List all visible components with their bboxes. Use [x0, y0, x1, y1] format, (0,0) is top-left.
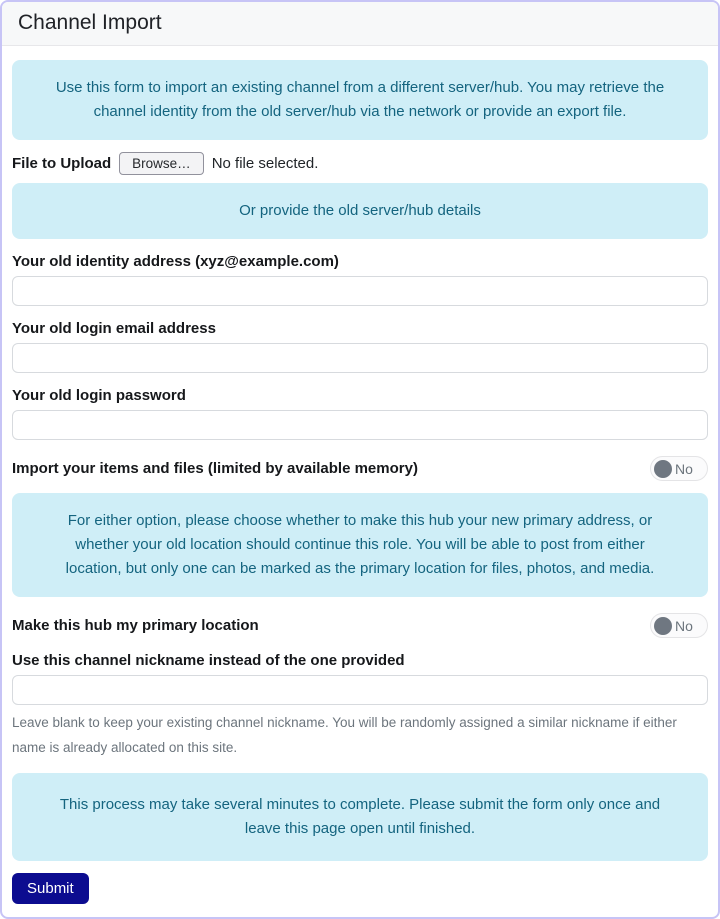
- identity-address-label: Your old identity address (xyz@example.com): [12, 253, 339, 270]
- file-upload-label: File to Upload: [12, 155, 112, 172]
- toggle-knob-icon: [654, 617, 672, 635]
- toggle-knob-icon: [654, 460, 672, 478]
- browse-button[interactable]: Browse…: [119, 152, 204, 175]
- make-primary-row: [12, 613, 708, 638]
- or-details-alert: Or provide the old server/hub details: [12, 183, 708, 239]
- make-primary-toggle[interactable]: [650, 613, 708, 638]
- make-primary-toggle-state: No: [675, 617, 693, 634]
- nickname-field[interactable]: [12, 675, 708, 705]
- page-title: Channel Import: [18, 11, 162, 34]
- email-field[interactable]: [12, 343, 708, 373]
- make-primary-label: Make this hub my primary location: [12, 617, 259, 634]
- import-items-toggle[interactable]: [650, 456, 708, 481]
- nickname-label: Use this channel nickname instead of the one provided: [12, 652, 405, 669]
- submit-button[interactable]: Submit: [12, 873, 89, 904]
- process-note-alert: This process may take several minutes to complete. Please submit the form only once and leave this page open until finished.: [12, 773, 708, 861]
- file-upload-status: No file selected.: [211, 155, 319, 172]
- file-upload-row: [12, 152, 708, 175]
- password-field[interactable]: [12, 410, 708, 440]
- email-label: Your old login email address: [12, 320, 216, 337]
- import-items-label: Import your items and files (limited by available memory): [12, 460, 418, 477]
- primary-note-alert: For either option, please choose whether to make this hub your new primary address, or whether your old location should continue this role. You will be able to post from either location, but only one can be marked as the primary location for files, photos, and media.: [12, 493, 708, 597]
- identity-address-input[interactable]: [12, 276, 708, 306]
- form-content: [2, 46, 718, 914]
- nickname-help-text: Leave blank to keep your existing channel nickname. You will be randomly assigned a similar nickname if either name is already allocated on this site.: [12, 715, 677, 755]
- import-items-toggle-state: No: [675, 460, 693, 477]
- intro-alert: Use this form to import an existing channel from a different server/hub. You may retrieve the channel identity from the old server/hub via the network or provide an export file.: [12, 60, 708, 140]
- import-items-row: [12, 456, 708, 481]
- page-header: [2, 2, 718, 46]
- password-label: Your old login password: [12, 387, 186, 404]
